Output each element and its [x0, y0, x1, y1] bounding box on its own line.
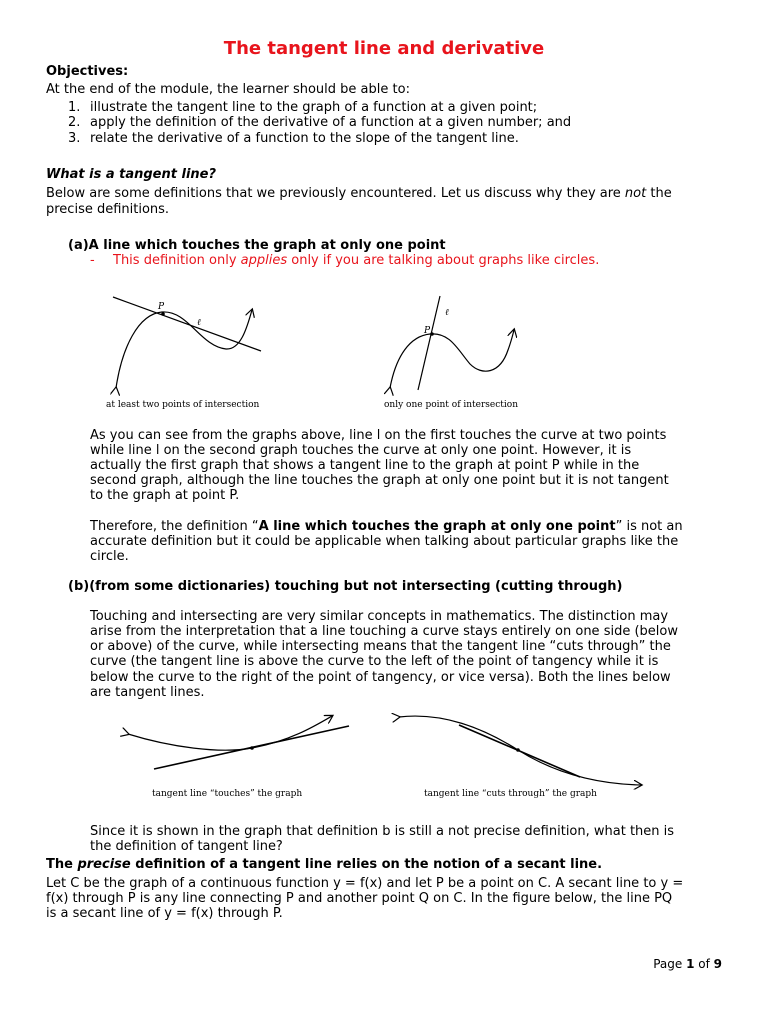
section-intro-line2: precise definitions.: [46, 202, 170, 217]
point-p: [161, 312, 165, 316]
point-of-tangency: [250, 746, 254, 750]
point-label: P: [158, 302, 165, 312]
paragraph-line: while line l on the second graph touches the curve at only one point. However, it is: [90, 443, 632, 458]
figure-caption: only one point of intersection: [384, 400, 518, 410]
paragraph-line: Let C be the graph of a continuous function y = f(x) and let P be a point on C. A secant line to y =: [46, 876, 684, 891]
precise-definition-heading: The precise definition of a tangent line relies on the notion of a secant line.: [46, 857, 603, 872]
line-label: ℓ: [445, 308, 449, 318]
definition-a-bullet: -: [90, 253, 95, 268]
line-label: ℓ: [197, 318, 201, 328]
paragraph-line: to the graph at point P.: [90, 488, 240, 503]
objective-num: 2.: [68, 115, 81, 130]
paragraph-line: Touching and intersecting are very similar concepts in mathematics. The distinction may: [90, 609, 669, 624]
page-title: The tangent line and derivative: [223, 38, 545, 59]
objective-num: 1.: [68, 100, 81, 115]
paragraph-line: As you can see from the graphs above, line l on the first touches the curve at two points: [90, 428, 667, 443]
figure-one-intersection: [380, 290, 530, 395]
paragraph-line: below the curve to the right of the point of tangency, or vice versa). Both the lines below: [90, 670, 671, 685]
objective-item: apply the definition of the derivative of a function at a given number; and: [90, 115, 572, 130]
objectives-intro: At the end of the module, the learner should be able to:: [46, 82, 410, 97]
figure-tangent-touches: [120, 712, 360, 774]
paragraph-line: are tangent lines.: [90, 685, 205, 700]
figure-tangent-cuts-through: [393, 712, 648, 790]
curve: [390, 330, 514, 388]
paragraph-line: Therefore, the definition “A line which touches the graph at only one point” is not an: [90, 519, 683, 534]
point-label: P: [424, 326, 431, 336]
figure-caption: tangent line “touches” the graph: [152, 789, 303, 799]
point-p: [430, 332, 434, 336]
paragraph-line: arise from the interpretation that a line touching a curve stays entirely on one side (below: [90, 624, 678, 639]
paragraph-line: actually the first graph that shows a tangent line to the graph at point P while in the: [90, 458, 640, 473]
definition-a-note: This definition only applies only if you are talking about graphs like circles.: [113, 253, 600, 268]
paragraph-line: Since it is shown in the graph that definition b is still a not precise definition, what then is: [90, 824, 675, 839]
emphasis: not: [624, 186, 647, 201]
figure-caption: tangent line “cuts through” the graph: [424, 789, 597, 799]
objective-item: illustrate the tangent line to the graph of a function at a given point;: [90, 100, 538, 115]
section-intro: Below are some definitions that we previously encountered. Let us discuss why they are not the: [46, 186, 672, 201]
tangent-line: [459, 725, 580, 777]
objectives-heading: Objectives:: [46, 64, 129, 79]
definition-b-heading: (b)(from some dictionaries) touching but not intersecting (cutting through): [68, 579, 623, 594]
point-of-tangency: [516, 748, 520, 752]
paragraph-line: or above) of the curve, while intersecting means that the tangent line “cuts through” the: [90, 639, 671, 654]
objective-item: relate the derivative of a function to the slope of the tangent line.: [90, 131, 519, 146]
curve: [116, 310, 252, 388]
paragraph-line: f(x) through P is any line connecting P and another point Q on C. In the figure below, the line PQ: [46, 891, 673, 906]
figure-caption: at least two points of intersection: [106, 400, 260, 410]
section-heading: What is a tangent line?: [46, 167, 217, 182]
definition-a-heading: (a)A line which touches the graph at only one point: [68, 238, 446, 253]
line-l: [418, 296, 440, 390]
paragraph-line: is a secant line of y = f(x) through P.: [46, 906, 283, 921]
figure-two-intersections: [100, 288, 270, 393]
curve: [128, 716, 332, 750]
paragraph-line: accurate definition but it could be applicable when talking about particular graphs like the: [90, 534, 679, 549]
paragraph-line: the definition of tangent line?: [90, 839, 283, 854]
paragraph-line: curve (the tangent line is above the curve to the left of the point of tangency while it is: [90, 654, 659, 669]
page-number: Page 1 of 9: [653, 957, 722, 971]
paragraph-line: second graph, although the line touches the graph at only one point but it is not tangent: [90, 473, 669, 488]
objective-num: 3.: [68, 131, 81, 146]
paragraph-line: circle.: [90, 549, 129, 564]
